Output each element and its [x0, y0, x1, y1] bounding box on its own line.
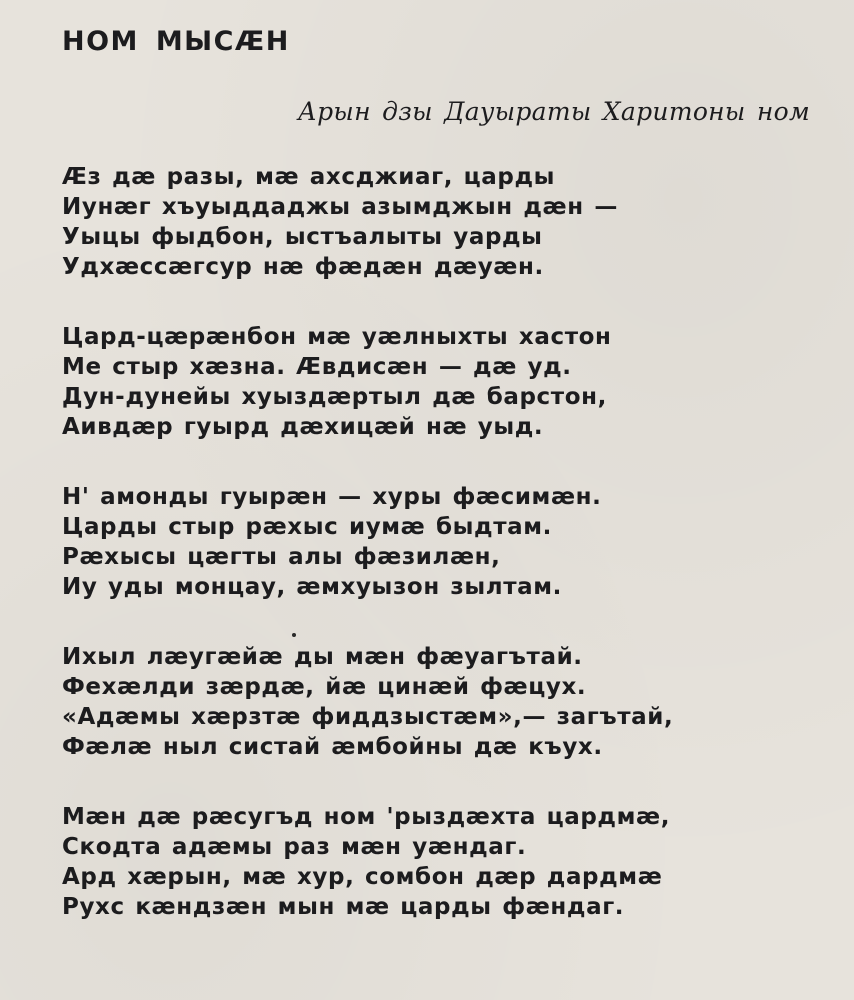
poem-line: Скодта адæмы раз мæн уæндаг.	[62, 834, 527, 860]
poem-line: Иунæг хъуыддаджы азымджын дæн —	[62, 194, 618, 220]
poem-body	[62, 162, 822, 962]
poem-line: Ме стыр хæзна. Æвдисæн — дæ уд.	[62, 354, 572, 380]
poem-line: Цард-цæрæнбон мæ уæлныхты хастон	[62, 324, 612, 350]
poem-line: Н' амонды гуырæн — хуры фæсимæн.	[62, 484, 602, 510]
poem-line: Иу уды монцау, æмхуызон зылтам.	[62, 574, 563, 600]
poem-line: Фæлæ ныл систай æмбойны дæ къух.	[62, 734, 603, 760]
poem-line: «Адæмы хæрзтæ фиддзыстæм»,— загътай,	[62, 704, 674, 730]
poem-line: Ард хæрын, мæ хур, сомбон дæр дардмæ	[62, 864, 663, 890]
ink-speck	[292, 633, 296, 637]
poem-line: Мæн дæ рæсугъд ном 'рыздæхта цардмæ,	[62, 804, 671, 830]
poem-line: Рæхысы цæгты алы фæзилæн,	[62, 544, 501, 570]
poem-subtitle: Арын дзы Дауыраты Харитоны ном	[297, 97, 810, 126]
poem-line: Дун-дунейы хуыздæртыл дæ барстон,	[62, 384, 607, 410]
poem-line: Удхæссæгсур нæ фæдæн дæуæн.	[62, 254, 544, 280]
poem-line: Æз дæ разы, мæ ахсджиаг, царды	[62, 164, 556, 190]
poem-line: Фехæлди зæрдæ, йæ цинæй фæцух.	[62, 674, 587, 700]
stanza	[62, 802, 822, 922]
poem-line: Уыцы фыдбон, ыстъалыты уарды	[62, 224, 543, 250]
stanza	[62, 322, 822, 442]
poem-line: Царды стыр рæхыс иумæ быдтам.	[62, 514, 553, 540]
stanza	[62, 482, 822, 602]
poem-title: НОМ МЫСÆН	[62, 26, 290, 57]
poem-line: Рухс кæндзæн мын мæ царды фæндаг.	[62, 894, 625, 920]
poem-line: Ихыл лæугæйæ ды мæн фæуагътай.	[62, 644, 583, 670]
stanza	[62, 162, 822, 282]
stanza	[62, 642, 822, 762]
poem-line: Аивдæр гуырд дæхицæй нæ уыд.	[62, 414, 544, 440]
